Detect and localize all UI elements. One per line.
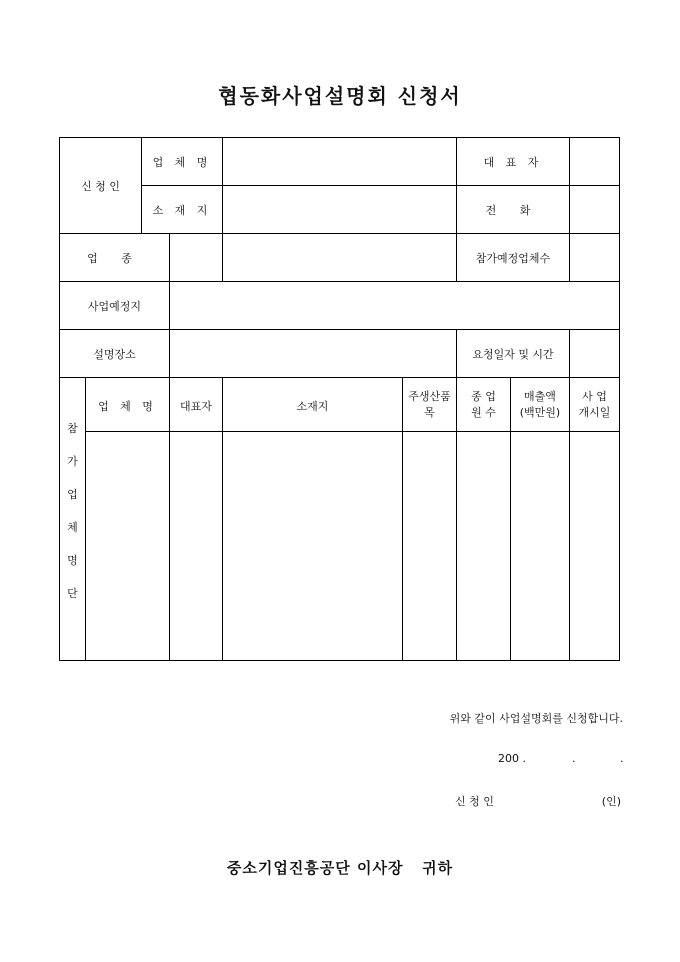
participant-start-date-cell[interactable] — [570, 432, 620, 661]
document-title: 협동화사업설명회 신청서 — [218, 84, 462, 108]
col-employees — [457, 378, 511, 432]
side-char: 체 — [67, 521, 78, 534]
date-year: 200 . — [498, 752, 526, 765]
expected-companies-label: 참가예정업체수 — [457, 234, 570, 282]
business-site-label: 사업예정지 — [60, 282, 170, 330]
col-start-date-line2: 개시일 — [578, 405, 611, 419]
participant-representative-cell[interactable] — [170, 432, 223, 661]
date-month: . — [572, 752, 576, 765]
participant-employees-cell[interactable] — [457, 432, 511, 661]
side-char: 가 — [67, 455, 78, 468]
address-field[interactable] — [223, 186, 457, 234]
requested-datetime-field[interactable] — [570, 330, 620, 378]
company-name-field[interactable] — [223, 138, 457, 186]
industry-detail-field[interactable] — [223, 234, 457, 282]
col-sales-line1: 매출액 — [524, 389, 556, 403]
company-name-label: 업 체 명 — [142, 138, 223, 186]
expected-companies-field[interactable] — [570, 234, 620, 282]
col-company-name: 업 체 명 — [86, 378, 170, 432]
signature-label: 신 청 인 — [455, 795, 494, 808]
address-label: 소 재 지 — [142, 186, 223, 234]
representative-label: 대 표 자 — [457, 138, 570, 186]
col-start-date-line1: 사 업 — [582, 389, 607, 403]
col-sales-line2: (백만원) — [519, 405, 561, 419]
side-char: 업 — [67, 488, 78, 501]
participant-company-name-cell[interactable] — [86, 432, 170, 661]
participant-sales-cell[interactable] — [511, 432, 570, 661]
seal-mark: (인) — [601, 795, 621, 808]
phone-label: 전 화 — [457, 186, 570, 234]
addressee-text: 중소기업진흥공단 이사장 귀하 — [226, 859, 454, 877]
applicant-label: 신 청 인 — [60, 138, 142, 234]
briefing-place-label: 설명장소 — [60, 330, 170, 378]
col-representative: 대표자 — [170, 378, 223, 432]
col-main-product-line2: 목 — [424, 405, 435, 419]
col-sales — [511, 378, 570, 432]
col-employees-line2: 원 수 — [471, 405, 496, 419]
col-start-date — [570, 378, 620, 432]
requested-datetime-label: 요청일자 및 시간 — [457, 330, 570, 378]
col-main-product-line1: 주생산품 — [408, 389, 451, 403]
date-day: . — [620, 752, 624, 765]
addressee — [0, 857, 680, 878]
industry-field[interactable] — [170, 234, 223, 282]
business-site-field[interactable] — [170, 282, 620, 330]
side-char: 참 — [67, 422, 78, 435]
representative-field[interactable] — [570, 138, 620, 186]
col-address: 소재지 — [223, 378, 403, 432]
side-char: 명 — [67, 554, 78, 567]
participant-main-product-cell[interactable] — [403, 432, 457, 661]
col-employees-line1: 종 업 — [471, 389, 496, 403]
declaration-text: 위와 같이 사업설명회를 신청합니다. — [449, 712, 623, 725]
application-form-table — [59, 137, 620, 661]
phone-field[interactable] — [570, 186, 620, 234]
participants-side-label — [60, 378, 86, 661]
briefing-place-field[interactable] — [170, 330, 457, 378]
col-main-product — [403, 378, 457, 432]
industry-label: 업 종 — [60, 234, 170, 282]
side-char: 단 — [67, 587, 78, 600]
participant-address-cell[interactable] — [223, 432, 403, 661]
